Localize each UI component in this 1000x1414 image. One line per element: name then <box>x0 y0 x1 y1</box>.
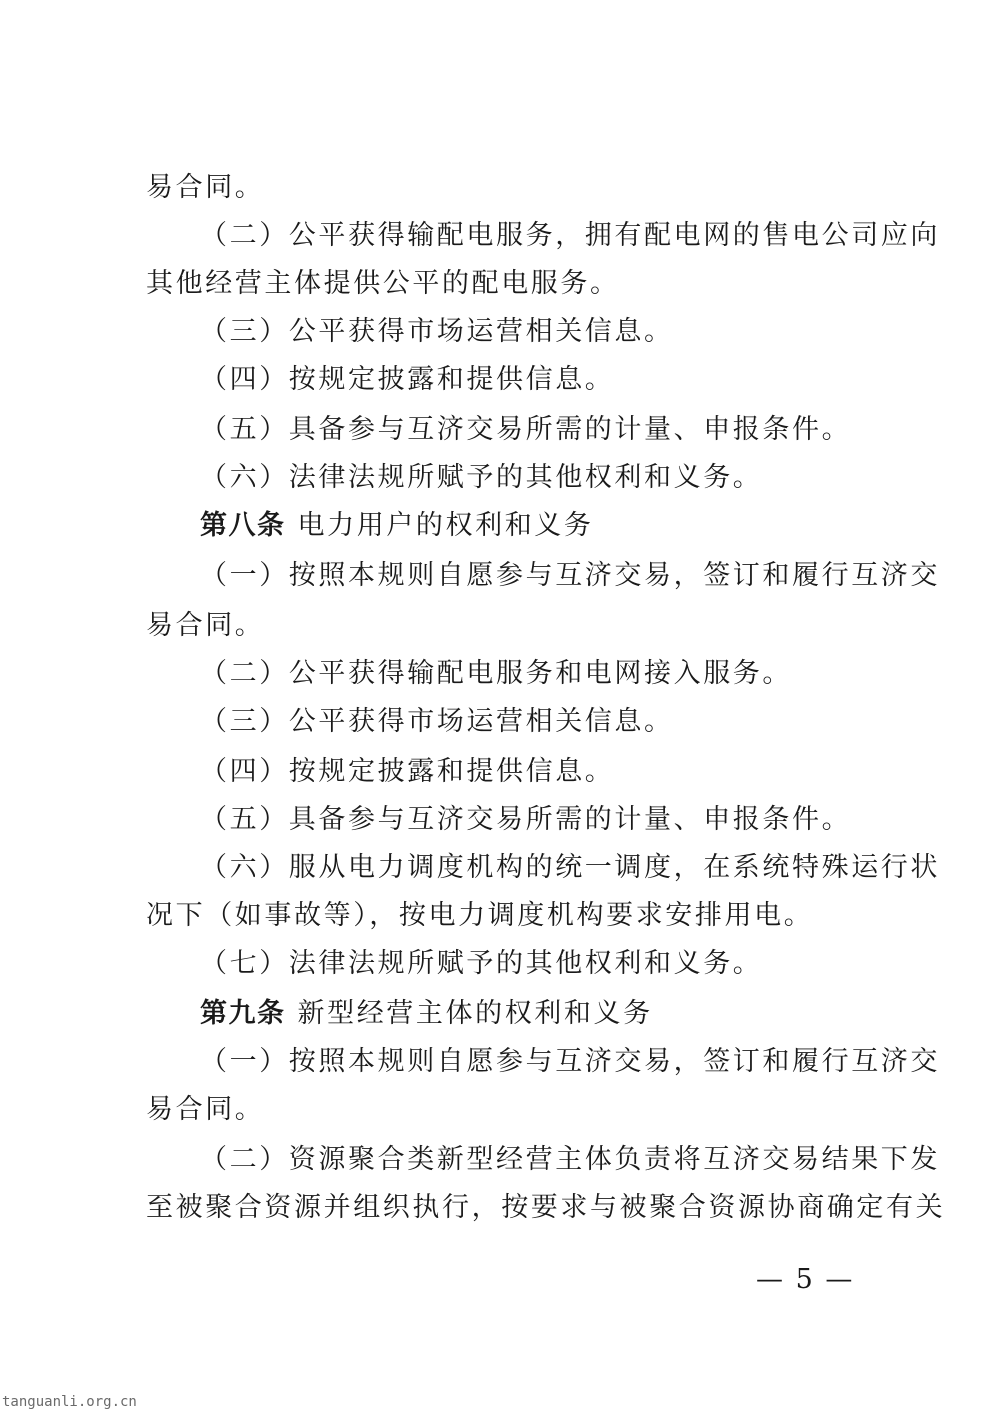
paragraph-line: （六）服从电力调度机构的统一调度，在系统特殊运行状 <box>200 852 940 883</box>
paragraph-line: （二）资源聚合类新型经营主体负责将互济交易结果下发 <box>200 1144 940 1175</box>
paragraph-line: （七）法律法规所赋予的其他权利和义务。 <box>200 948 763 979</box>
paragraph-line: （四）按规定披露和提供信息。 <box>200 756 615 787</box>
article-title: 电力用户的权利和义务 <box>297 510 594 541</box>
paragraph-line: 其他经营主体提供公平的配电服务。 <box>146 268 620 299</box>
paragraph-line: 至被聚合资源并组织执行，按要求与被聚合资源协商确定有关 <box>146 1192 946 1223</box>
paragraph-line: （一）按照本规则自愿参与互济交易，签订和履行互济交 <box>200 1046 940 1077</box>
paragraph-line: （五）具备参与互济交易所需的计量、申报条件。 <box>200 414 852 445</box>
paragraph-line: 易合同。 <box>146 172 265 203</box>
paragraph-line: （五）具备参与互济交易所需的计量、申报条件。 <box>200 804 852 835</box>
paragraph-line: （三）公平获得市场运营相关信息。 <box>200 706 674 737</box>
article-heading <box>200 506 594 546</box>
paragraph-line: （四）按规定披露和提供信息。 <box>200 364 615 395</box>
paragraph-line: （六）法律法规所赋予的其他权利和义务。 <box>200 462 763 493</box>
paragraph-line: （三）公平获得市场运营相关信息。 <box>200 316 674 347</box>
paragraph-line: 易合同。 <box>146 1094 265 1125</box>
watermark: tanguanli.org.cn <box>2 1394 137 1410</box>
article-title: 新型经营主体的权利和义务 <box>297 998 653 1029</box>
paragraph-line: （二）公平获得输配电服务，拥有配电网的售电公司应向 <box>200 220 940 251</box>
paragraph-line: （一）按照本规则自愿参与互济交易，签订和履行互济交 <box>200 560 940 591</box>
paragraph-line: （二）公平获得输配电服务和电网接入服务。 <box>200 658 792 689</box>
page-number: — 5 — <box>756 1264 855 1295</box>
article-heading <box>200 994 653 1034</box>
article-label: 第九条 <box>200 998 286 1029</box>
article-label: 第八条 <box>200 510 286 541</box>
paragraph-line: 易合同。 <box>146 610 265 641</box>
paragraph-line: 况下（如事故等），按电力调度机构要求安排用电。 <box>146 900 814 931</box>
